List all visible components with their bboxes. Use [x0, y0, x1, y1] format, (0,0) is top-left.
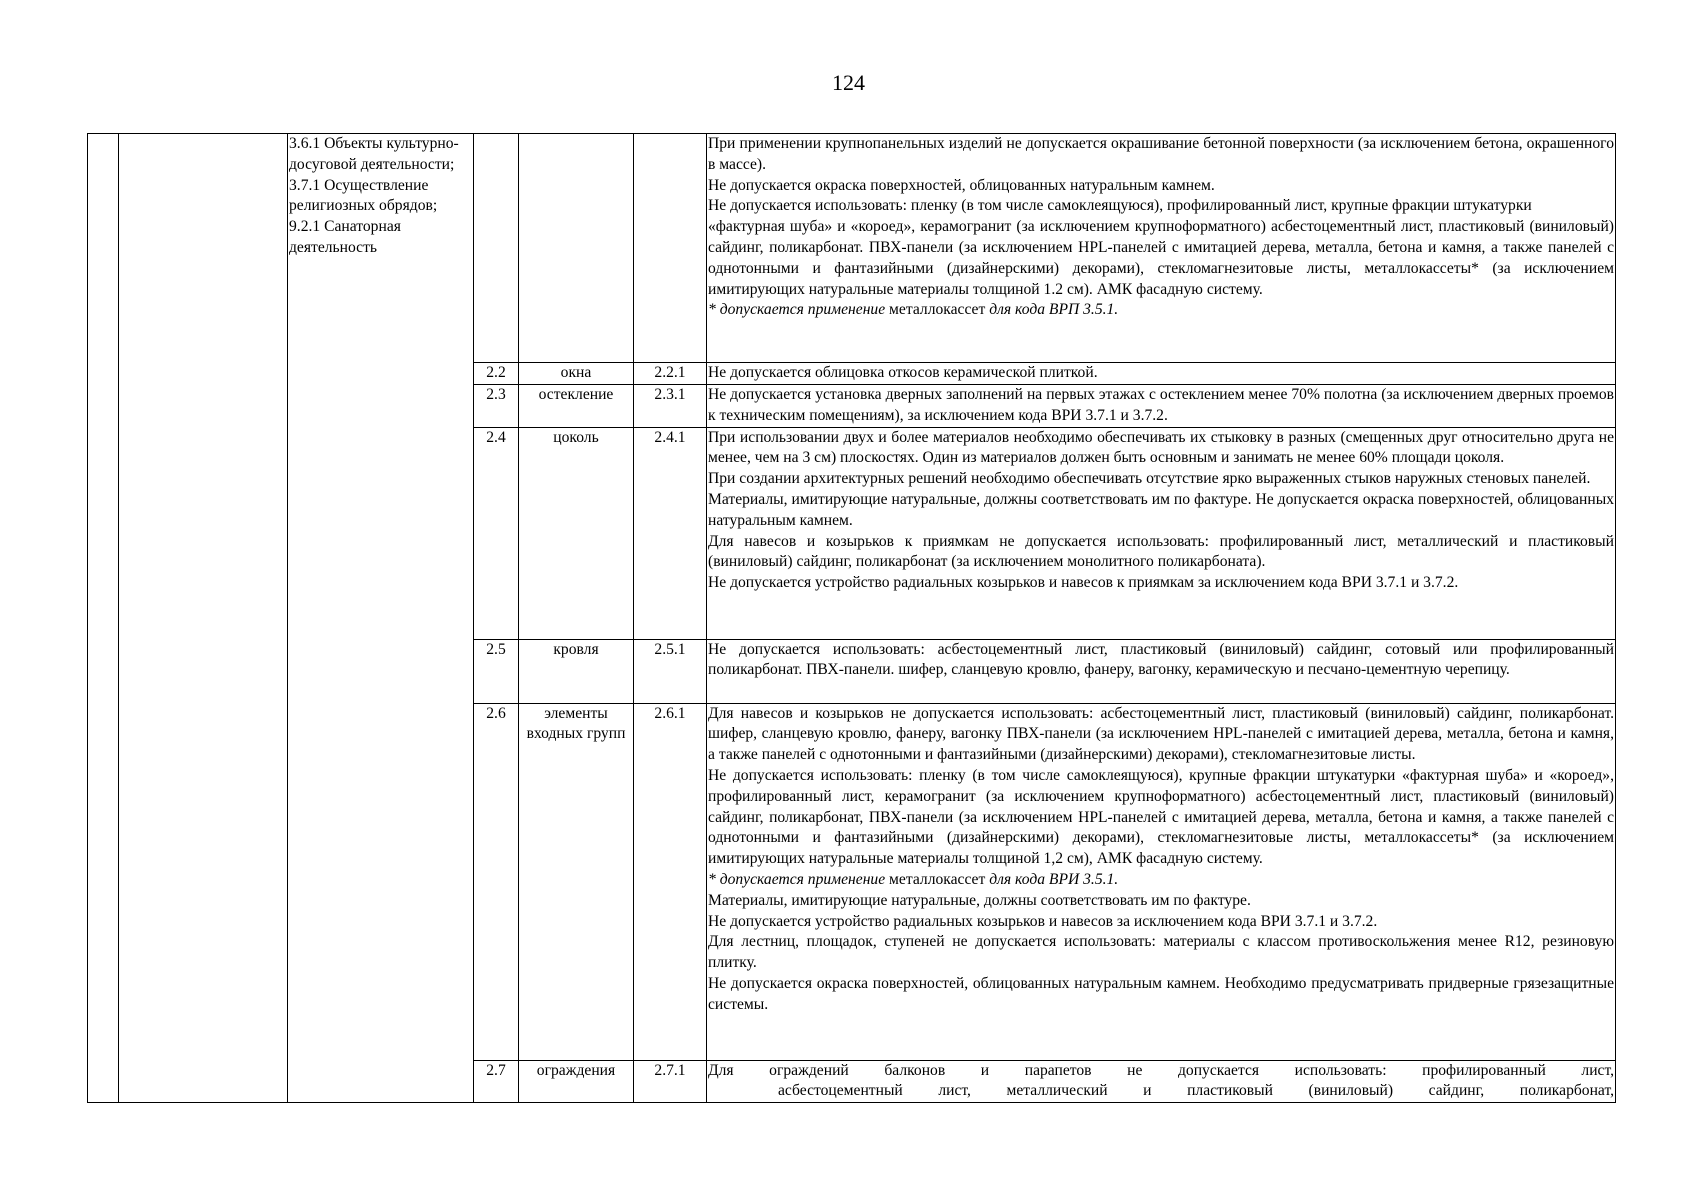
- requirement-code: 2.7.1: [634, 1060, 707, 1103]
- requirement-line: Не допускается использовать: пленку (в том числе самоклеящуюся), крупные фракции штукатурки «фактурная шуба» и «короед», профилированный лист, керамогранит (за исключением крупноформатного) асбестоцементный лист, пластиковый (виниловый) сайдинг, поликарбонат, ПВХ-панели (за исключением HPL-панелей с имитацией дерева, металла, бетона и камня, а также панелей с однотонными и фантазийными (дизайнерскими) декорами), стекломагнезитовые листы, металлокассеты* (за исключением имитирующих натуральные материалы толщиной 1,2 см), АМК фасадную систему.: [708, 766, 1614, 868]
- empty-cell-zone: [119, 134, 288, 1103]
- empty-cell-num: [474, 134, 519, 363]
- requirement-text: [707, 385, 1616, 428]
- requirement-line: Не допускается устройство радиальных козырьков и навесов за исключением кода ВРИ 3.7.1 и 3.7.2.: [708, 912, 1378, 930]
- footnote-normal: металлокассет: [885, 870, 990, 888]
- requirement-code: 2.6.1: [634, 703, 707, 1060]
- requirement-text: [707, 134, 1616, 363]
- row-number: 2.6: [474, 703, 519, 1060]
- object-types-cell: [288, 134, 474, 1103]
- requirement-line: «фактурная шуба» и «короед», керамогранит (за исключением крупноформатного) асбестоцементный лист, пластиковый (виниловый) сайдинг, поликарбонат. ПВХ-панели (за исключением HPL-панелей с имитацией дерева, металла, бетона и камня, а также панелей с однотонными и фантазийными (дизайнерскими) декорами), стекломагнезитовые листы, металлокассеты* (за исключением имитирующих натуральные материалы толщиной 1.2 см). АМК фасадную систему.: [708, 218, 1614, 298]
- requirement-line: При использовании двух и более материалов необходимо обеспечивать их стыковку в разных (смещенных друг относительно друга не менее, чем на 3 см) плоскостях. Один из материалов должен быть основным и занимать не менее 60% площади цоколя.: [708, 428, 1614, 467]
- requirement-line: Для навесов и козырьков не допускается использовать: асбестоцементный лист, пластиковый (виниловый) сайдинг, поликарбонат. шифер, сланцевую кровлю, фанеру, вагонку ПВХ-панели (за исключением HPL-панелей с имитацией дерева, металла, бетона и камня, а также панелей с однотонными и фантазийными (дизайнерскими) декорами), стекломагнезитовые листы.: [708, 704, 1614, 764]
- footnote-italic: * допускается применение: [708, 301, 886, 319]
- requirement-line: Материалы, имитирующие натуральные, должны соответствовать им по фактуре.: [708, 891, 1251, 909]
- footnote-line: [708, 870, 1614, 891]
- element-name: элементы входных групп: [519, 703, 634, 1060]
- footnote-line: [708, 300, 1614, 321]
- element-name: окна: [519, 363, 634, 385]
- empty-cell-element: [519, 134, 634, 363]
- requirement-line: Не допускается использовать: асбестоцементный лист, пластиковый (виниловый) сайдинг, сотовый или профилированный поликарбонат. ПВХ-панели. шифер, сланцевую кровлю, фанеру, вагонку, керамическую и песчано-цементную черепицу.: [708, 640, 1614, 679]
- requirement-line: Не допускается использовать: пленку (в том числе самоклеящуюся), профилированный лист, крупные фракции штукатурки: [708, 197, 1532, 215]
- requirement-line: Для навесов и козырьков к приямкам не допускается использовать: профилированный лист, металлический и пластиковый (виниловый) сайдинг, поликарбонат (за исключением монолитного поликарбоната).: [708, 532, 1614, 571]
- requirement-line: Материалы, имитирующие натуральные, должны соответствовать им по фактуре. Не допускается окраска поверхностей, облицованных натуральным камнем.: [708, 490, 1614, 529]
- element-name: остекление: [519, 385, 634, 428]
- footnote-italic: для кода ВРП 3.5.1.: [989, 301, 1119, 319]
- element-name: ограждения: [519, 1060, 634, 1103]
- requirement-line: Не допускается устройство радиальных козырьков и навесов к приямкам за исключением кода ВРИ 3.7.1 и 3.7.2.: [708, 574, 1459, 592]
- object-type-item: 3.6.1 Объекты культурно-досуговой деятельности;: [289, 135, 459, 173]
- object-type-item: 3.7.1 Осуществление религиозных обрядов;: [289, 176, 438, 215]
- object-type-item: 9.2.1 Санаторная деятельность: [289, 218, 401, 256]
- footnote-italic: для кода ВРИ 3.5.1.: [989, 870, 1119, 888]
- requirement-line: Не допускается окраска поверхностей, облицованных натуральным камнем.: [708, 176, 1215, 194]
- empty-cell-code: [634, 134, 707, 363]
- requirement-code: 2.5.1: [634, 639, 707, 703]
- requirement-text: [707, 639, 1616, 703]
- requirement-line: При применении крупнопанельных изделий не допускается окрашивание бетонной поверхности (за исключением бетона, окрашенного в массе).: [708, 135, 1614, 173]
- requirement-text: [707, 363, 1616, 385]
- footnote-italic: * допускается применение: [708, 870, 886, 888]
- requirement-line: Для ограждений балконов и парапетов не допускается использовать: профилированный лист,: [708, 1061, 1614, 1079]
- requirement-text: [707, 703, 1616, 1060]
- requirement-text: [707, 1060, 1616, 1103]
- footnote-normal: металлокассет: [885, 301, 990, 319]
- requirement-line: асбестоцементный лист, металлический и пластиковый (виниловый) сайдинг, поликарбонат,: [778, 1082, 1614, 1100]
- requirement-code: 2.3.1: [634, 385, 707, 428]
- requirements-table: [87, 133, 1616, 1103]
- requirement-line: Не допускается облицовка откосов керамической плиткой.: [708, 364, 1098, 381]
- requirement-line: Не допускается окраска поверхностей, облицованных натуральным камнем. Необходимо предусматривать придверные грязезащитные системы.: [708, 974, 1614, 1013]
- row-number: 2.3: [474, 385, 519, 428]
- requirement-code: 2.4.1: [634, 427, 707, 639]
- element-name: цоколь: [519, 427, 634, 639]
- requirement-line: Для лестниц, площадок, ступеней не допускается использовать: материалы с классом противоскольжения менее R12, резиновую плитку.: [708, 933, 1614, 972]
- row-number: 2.7: [474, 1060, 519, 1103]
- requirement-code: 2.2.1: [634, 363, 707, 385]
- requirement-line: При создании архитектурных решений необходимо обеспечивать отсутствие ярко выраженных стыков наружных стеновых панелей.: [708, 470, 1591, 488]
- empty-cell-index: [88, 134, 119, 1103]
- requirement-line: Не допускается установка дверных заполнений на первых этажах с остеклением менее 70% полотна (за исключением дверных проемов к техническим помещениям), за исключением кода ВРИ 3.7.1 и 3.7.2.: [708, 386, 1614, 424]
- element-name: кровля: [519, 639, 634, 703]
- page-number: 124: [832, 70, 865, 95]
- requirement-text: [707, 427, 1616, 639]
- row-number: 2.2: [474, 363, 519, 385]
- row-number: 2.5: [474, 639, 519, 703]
- table-row: [88, 134, 1616, 363]
- row-number: 2.4: [474, 427, 519, 639]
